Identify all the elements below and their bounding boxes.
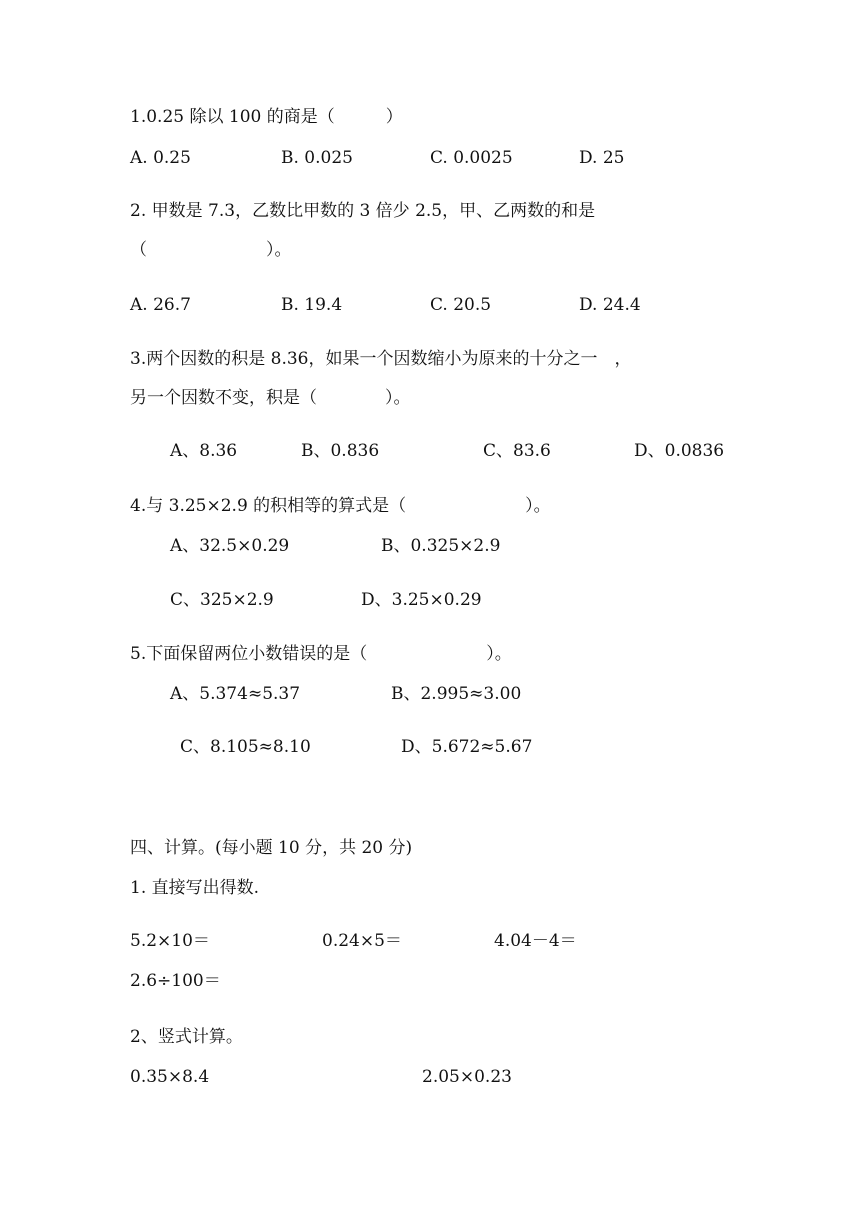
q4-option-b: B、0.325×2.9: [381, 536, 501, 556]
calc-item-4: 2.6÷100＝: [130, 971, 221, 991]
q5-option-a: A、5.374≈5.37: [170, 684, 301, 704]
q3-option-d: D、0.0836: [634, 441, 725, 461]
q3-option-a: A、8.36: [170, 441, 238, 461]
section-4-heading: 四、计算。(每小题 10 分，共 20 分): [130, 838, 413, 858]
question-5-stem: 5.下面保留两位小数错误的是（ ）。: [130, 644, 512, 664]
calc-item-1: 5.2×10＝: [130, 931, 210, 951]
q4-option-a: A、32.5×0.29: [170, 536, 290, 556]
section-4-part1-title: 1. 直接写出得数.: [130, 878, 260, 898]
q2-option-b: B. 19.4: [281, 295, 343, 315]
q5-option-d: D、5.672≈5.67: [401, 737, 533, 757]
q2-option-d: D. 24.4: [579, 295, 641, 315]
q5-option-b: B、2.995≈3.00: [391, 684, 522, 704]
q4-option-d: D、3.25×0.29: [361, 590, 482, 610]
q3-option-b: B、0.836: [301, 441, 380, 461]
question-1-stem: 1.0.25 除以 100 的商是（ ）: [130, 107, 403, 127]
vertical-calc-item-1: 0.35×8.4: [130, 1067, 210, 1087]
calc-item-2: 0.24×5＝: [322, 931, 402, 951]
vertical-calc-item-2: 2.05×0.23: [422, 1067, 512, 1087]
calc-item-3: 4.04－4＝: [494, 931, 577, 951]
q1-option-b: B. 0.025: [281, 148, 353, 168]
q1-option-a: A. 0.25: [130, 148, 191, 168]
question-4-stem: 4.与 3.25×2.9 的积相等的算式是（ ）。: [130, 496, 551, 516]
question-3-stem-line1: 3.两个因数的积是 8.36，如果一个因数缩小为原来的十分之一 ，: [130, 349, 632, 369]
q2-option-c: C. 20.5: [430, 295, 492, 315]
section-4-part2-title: 2、竖式计算。: [130, 1027, 243, 1047]
q1-option-c: C. 0.0025: [430, 148, 513, 168]
question-2-stem-line2: （ ）。: [130, 240, 292, 260]
q3-option-c: C、83.6: [483, 441, 551, 461]
q2-option-a: A. 26.7: [130, 295, 191, 315]
q5-option-c: C、8.105≈8.10: [180, 737, 311, 757]
question-2-stem-line1: 2. 甲数是 7.3，乙数比甲数的 3 倍少 2.5，甲、乙两数的和是: [130, 201, 596, 221]
q1-option-d: D. 25: [579, 148, 625, 168]
q4-option-c: C、325×2.9: [170, 590, 274, 610]
question-3-stem-line2: 另一个因数不变，积是（ ）。: [130, 388, 411, 408]
